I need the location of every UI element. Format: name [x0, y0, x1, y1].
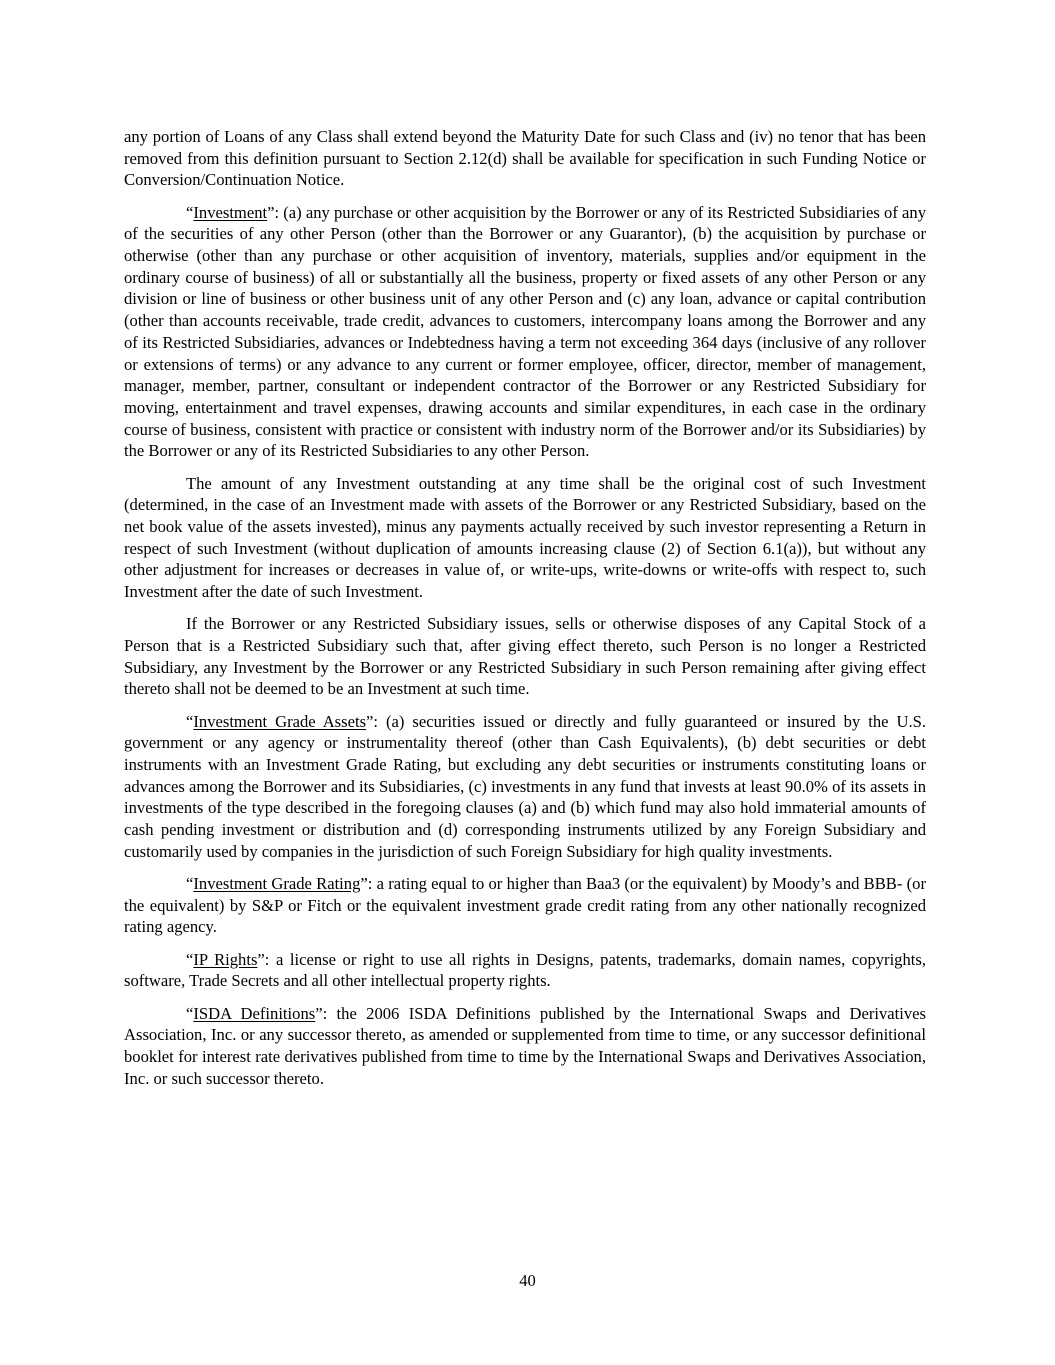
definition-text: ”: (a) any purchase or other acquisition by the Borrower or any of its Restricted Subsidiaries of any of the securities of any other Person (other than the Borrower or any Guarantor), (b) the acquisition by purchase or otherwise (other than any purchase or other acquisition of inventory, materials, supplies and/or equipment in the ordinary course of business) of all or substantially all the business, property or fixed assets of any other Person or any division or line of business or other business unit of any other Person and (c) any loan, advance or capital contribution (other than accounts receivable, trade credit, advances to customers, intercompany loans among the Borrower and any of its Restricted Subsidiaries, advances or Indebtedness having a term not exceeding 364 days (inclusive of any rollover or extensions of terms) or any advance to any current or former employee, officer, director, member of management, manager, member, partner, consultant or independent contractor of the Borrower or any Restricted Subsidiary for moving, entertainment and travel expenses, drawing accounts and similar expenditures, in each case in the ordinary course of business, consistent with practice or consistent with industry norm of the Borrower and/or its Subsidiaries) by the Borrower or any of its Restricted Subsidiaries to any other Person.: [124, 202, 926, 461]
page-number: 40: [519, 1271, 536, 1290]
open-quote: “: [186, 711, 194, 731]
definition-text: ”: a license or right to use all rights in Designs, patents, trademarks, domain names, copyrights, software, Trade Secrets and all other intellectual property rights.: [124, 949, 926, 991]
defined-term-investment: Investment: [193, 202, 268, 222]
definition-text: ”: a rating equal to or higher than Baa3 (or the equivalent) by Moody’s and BBB- (or the equivalent) by S&P or Fitch or the equivalent investment grade credit rating from any other nationally recognized rating agency.: [124, 874, 926, 937]
document-page: [124, 126, 926, 1100]
defined-term-ip-rights: IP Rights: [193, 949, 258, 969]
open-quote: “: [186, 202, 194, 222]
open-quote: “: [186, 1003, 194, 1023]
restricted-subsidiary-paragraph: If the Borrower or any Restricted Subsidiary issues, sells or otherwise disposes of any Capital Stock of a Person that is a Restricted Subsidiary such that, after giving effect thereto, such Person is no longer a Restricted Subsidiary, any Investment by the Borrower or any Restricted Subsidiary in such Person remaining after giving effect thereto shall not be deemed to be an Investment at such time.: [124, 614, 926, 699]
definition-isda-definitions: [124, 1003, 926, 1090]
open-quote: “: [186, 874, 194, 893]
investment-amount-paragraph: The amount of any Investment outstanding at any time shall be the original cost of such Investment (determined, in the case of an Investment made with assets of the Borrower or any Restricted Subsidiary, based on the net book value of the assets invested), minus any payments actually received by such investor representing a Return in respect of such Investment (without duplication of amounts increasing clause (2) of Section 6.1(a)), but without any other adjustment for increases or decreases in value of, or write-ups, write-downs or write-offs with respect to, such Investment after the date of such Investment.: [124, 473, 926, 602]
definition-text: ”: (a) securities issued or directly and fully guaranteed or insured by the U.S. government or any agency or instrumentality thereof (other than Cash Equivalents), (b) debt securities or debt instruments with an Investment Grade Rating, but excluding any debt securities or instruments constituting loans or advances among the Borrower and its Subsidiaries, (c) investments in any fund that invests at least 90.0% of its assets in investments of the type described in the foregoing clauses (a) and (b) which fund may also hold immaterial amounts of cash pending investment or distribution and (d) corresponding instruments utilized by any Foreign Subsidiary and customarily used by companies in the jurisdiction of such Foreign Subsidiary for high quality investments.: [124, 711, 926, 861]
defined-term-investment-grade-rating: Investment Grade Rating: [193, 874, 361, 893]
defined-term-investment-grade-assets: Investment Grade Assets: [193, 711, 367, 731]
definition-text: ”: the 2006 ISDA Definitions published by the International Swaps and Derivatives Association, Inc. or any successor thereto, as amended or supplemented from time to time, or any successor definitional booklet for interest rate derivatives published from time to time by the International Swaps and Derivatives Association, Inc. or such successor thereto.: [124, 1003, 926, 1088]
definition-ip-rights: [124, 949, 926, 992]
open-quote: “: [186, 949, 194, 969]
defined-term-isda-definitions: ISDA Definitions: [193, 1003, 316, 1023]
definition-investment-grade-rating: [124, 873, 926, 938]
definition-investment-grade-assets: [124, 711, 926, 863]
continuation-paragraph: any portion of Loans of any Class shall extend beyond the Maturity Date for such Class and (iv) no tenor that has been removed from this definition pursuant to Section 2.12(d) shall be available for specification in such Funding Notice or Conversion/Continuation Notice.: [124, 127, 926, 190]
definition-investment: [124, 202, 926, 462]
